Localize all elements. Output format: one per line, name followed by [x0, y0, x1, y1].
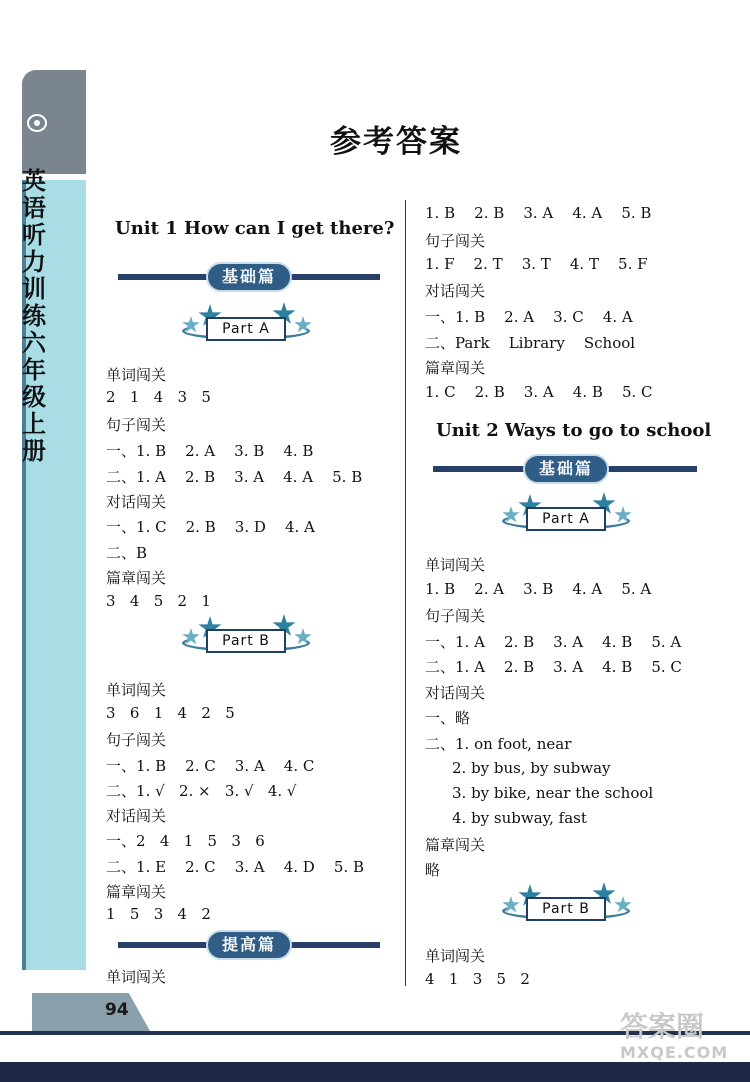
section-heading: 单词闯关 [425, 556, 486, 574]
section-heading: 篇章闯关 [106, 569, 167, 587]
section-heading: 句子闯关 [106, 731, 167, 749]
section-heading: 句子闯关 [425, 232, 486, 250]
publisher-logo [25, 108, 85, 138]
part-label: Part A [206, 317, 286, 341]
unit2-part-b-badge [496, 880, 636, 932]
section-heading: 篇章闯关 [425, 359, 486, 377]
answer-line: 4. by subway, fast [452, 809, 587, 827]
answer-line: 一、1. A 2. B 3. A 4. B 5. A [425, 633, 682, 651]
answer-line: 二、Park Library School [425, 334, 636, 352]
unit1-part-a-badge [176, 300, 316, 352]
section-heading: 单词闯关 [106, 968, 167, 986]
book-title-vertical: 英语听力训练 六年级上册 [22, 167, 46, 465]
answer-line: 二、1. E 2. C 3. A 4. D 5. B [106, 858, 364, 876]
page-title: 参考答案 [330, 124, 462, 160]
answer-line: 1. B 2. B 3. A 4. A 5. B [425, 204, 652, 222]
unit1-advanced-banner [118, 930, 380, 960]
section-heading: 篇章闯关 [106, 883, 167, 901]
banner-label: 基础篇 [206, 262, 292, 292]
answer-line: 一、1. B 2. A 3. C 4. A [425, 308, 633, 326]
answer-line: 1. F 2. T 3. T 4. T 5. F [425, 255, 648, 273]
answer-line: 3 4 5 2 1 [106, 592, 211, 610]
section-heading: 对话闯关 [425, 282, 486, 300]
page-number: 94 [105, 1000, 129, 1020]
answer-line: 1 5 3 4 2 [106, 905, 211, 923]
unit1-part-b-badge [176, 612, 316, 664]
watermark [620, 1010, 729, 1066]
answer-line: 略 [425, 861, 441, 879]
banner-label: 基础篇 [523, 454, 609, 484]
section-heading: 篇章闯关 [425, 836, 486, 854]
unit1-basic-banner [118, 262, 380, 292]
column-divider [405, 200, 406, 986]
answer-line: 二、B [106, 544, 148, 562]
answer-line: 3. by bike, near the school [452, 784, 654, 802]
bottom-band [0, 1062, 750, 1082]
answer-line: 2 1 4 3 5 [106, 388, 211, 406]
unit1-title: Unit 1 How can I get there? [115, 218, 395, 239]
section-heading: 单词闯关 [425, 947, 486, 965]
answer-line: 一、2 4 1 5 3 6 [106, 832, 265, 850]
section-heading: 对话闯关 [106, 493, 167, 511]
unit2-basic-banner [433, 454, 697, 484]
watermark-line1: 答案圈 [620, 1010, 705, 1043]
answer-line: 4 1 3 5 2 [425, 970, 530, 988]
watermark-line2: MXQE.COM [620, 1043, 729, 1062]
answer-line: 二、1. √ 2. × 3. √ 4. √ [106, 782, 297, 800]
section-heading: 单词闯关 [106, 681, 167, 699]
section-heading: 对话闯关 [425, 684, 486, 702]
answer-line: 一、1. C 2. B 3. D 4. A [106, 518, 315, 536]
answer-line: 二、1. on foot, near [425, 735, 572, 753]
part-label: Part A [526, 507, 606, 531]
answer-line: 3 6 1 4 2 5 [106, 704, 235, 722]
answer-line: 1. C 2. B 3. A 4. B 5. C [425, 383, 653, 401]
section-heading: 句子闯关 [106, 416, 167, 434]
unit2-title: Unit 2 Ways to go to school [436, 420, 712, 441]
answer-line: 一、1. B 2. A 3. B 4. B [106, 442, 314, 460]
part-label: Part B [526, 897, 606, 921]
unit2-part-a-badge [496, 490, 636, 542]
section-heading: 单词闯关 [106, 366, 167, 384]
part-label: Part B [206, 629, 286, 653]
section-heading: 句子闯关 [425, 607, 486, 625]
page-number-tab [32, 993, 150, 1031]
answer-line: 1. B 2. A 3. B 4. A 5. A [425, 580, 652, 598]
answer-line: 二、1. A 2. B 3. A 4. B 5. C [425, 658, 682, 676]
answer-line: 二、1. A 2. B 3. A 4. A 5. B [106, 468, 363, 486]
banner-label: 提高篇 [206, 930, 292, 960]
section-heading: 对话闯关 [106, 807, 167, 825]
answer-line: 一、略 [425, 709, 471, 727]
answer-line: 2. by bus, by subway [452, 759, 611, 777]
answer-line: 一、1. B 2. C 3. A 4. C [106, 757, 315, 775]
